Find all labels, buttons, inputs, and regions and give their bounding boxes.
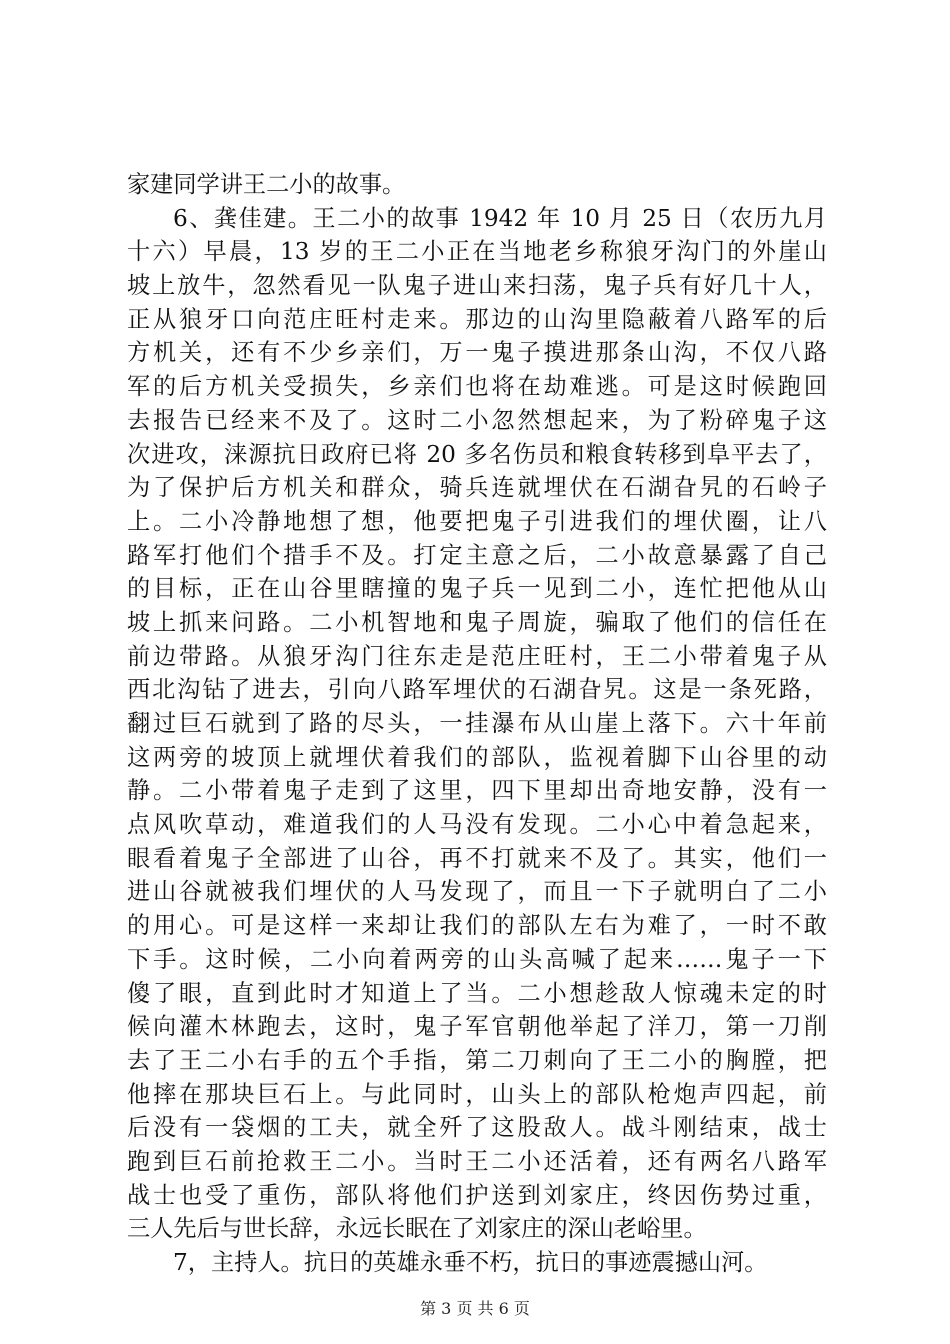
text-line: 的用心。可是这样一来却让我们的部队左右为难了，一时不敢 xyxy=(127,912,827,940)
text-line: 他摔在那块巨石上。与此同时，山头上的部队枪炮声四起，前 xyxy=(127,1080,827,1108)
document-body xyxy=(127,168,827,1280)
text-line: 前边带路。从狼牙沟门往东走是范庄旺村，王二小带着鬼子从 xyxy=(127,642,827,670)
text-line: 跑到巨石前抢救王二小。当时王二小还活着，还有两名八路军 xyxy=(127,1147,827,1175)
paragraph-start-line: 7，主持人。抗日的英雄永垂不朽，抗日的事迹震撼山河。 xyxy=(173,1249,768,1276)
text-line: 上。二小冷静地想了想，他要把鬼子引进我们的埋伏圈，让八 xyxy=(127,507,827,535)
text-line: 下手。这时候，二小向着两旁的山头高喊了起来……鬼子一下 xyxy=(127,945,827,973)
text-line: 候向灌木林跑去，这时，鬼子军官朝他举起了洋刀，第一刀削 xyxy=(127,1013,827,1041)
text-line: 傻了眼，直到此时才知道上了当。二小想趁敌人惊魂未定的时 xyxy=(127,979,827,1007)
text-line: 这两旁的坡顶上就埋伏着我们的部队，监视着脚下山谷里的动 xyxy=(127,743,827,771)
paragraph-start-line: 6、龚佳建。王二小的故事 1942 年 10 月 25 日（农历九月 xyxy=(173,204,827,232)
text-line: 的目标，正在山谷里瞎撞的鬼子兵一见到二小，连忙把他从山 xyxy=(127,575,827,603)
text-line: 眼看着鬼子全部进了山谷，再不打就来不及了。其实，他们一 xyxy=(127,844,827,872)
text-line: 翻过巨石就到了路的尽头，一挂瀑布从山崖上落下。六十年前 xyxy=(127,710,827,737)
text-line: 十六）早晨，13 岁的王二小正在当地老乡称狼牙沟门的外崖山 xyxy=(127,238,827,266)
text-line: 西北沟钻了进去，引向八路军埋伏的石湖旮旯。这是一条死路， xyxy=(127,676,827,704)
text-line: 为了保护后方机关和群众，骑兵连就埋伏在石湖旮旯的石岭子 xyxy=(127,474,827,502)
text-line: 去报告已经来不及了。这时二小忽然想起来，为了粉碎鬼子这 xyxy=(127,406,827,434)
text-line: 次进攻，涞源抗日政府已将 20 多名伤员和粮食转移到阜平去了， xyxy=(127,440,827,468)
text-line: 方机关，还有不少乡亲们，万一鬼子摸进那条山沟，不仅八路 xyxy=(127,339,827,367)
text-line: 正从狼牙口向范庄旺村走来。那边的山沟里隐蔽着八路军的后 xyxy=(127,305,827,333)
text-line: 战士也受了重伤，部队将他们护送到刘家庄，终因伤势过重， xyxy=(127,1181,827,1209)
text-line: 军的后方机关受损失，乡亲们也将在劫难逃。可是这时候跑回 xyxy=(127,373,827,401)
text-line: 后没有一袋烟的工夫，就全歼了这股敌人。战斗刚结束，战士 xyxy=(127,1114,827,1142)
paragraph-end-line: 三人先后与世长辞，永远长眠在了刘家庄的深山老峪里。 xyxy=(127,1215,707,1243)
text-line: 家建同学讲王二小的故事。 xyxy=(127,171,406,198)
text-line: 路军打他们个措手不及。打定主意之后，二小故意暴露了自己 xyxy=(127,541,827,569)
text-line: 进山谷就被我们埋伏的人马发现了，而且一下子就明白了二小 xyxy=(127,878,827,906)
text-line: 去了王二小右手的五个手指，第二刀刺向了王二小的胸膛，把 xyxy=(127,1046,827,1074)
text-line: 坡上抓来问路。二小机智地和鬼子周旋，骗取了他们的信任在 xyxy=(127,608,827,636)
text-line: 坡上放牛，忽然看见一队鬼子进山来扫荡，鬼子兵有好几十人， xyxy=(127,272,827,300)
text-line: 点风吹草动，难道我们的人马没有发现。二小心中着急起来， xyxy=(127,811,827,839)
text-line: 静。二小带着鬼子走到了这里，四下里却出奇地安静，没有一 xyxy=(127,777,827,805)
page-number-footer: 第 3 页 共 6 页 xyxy=(420,1299,530,1318)
